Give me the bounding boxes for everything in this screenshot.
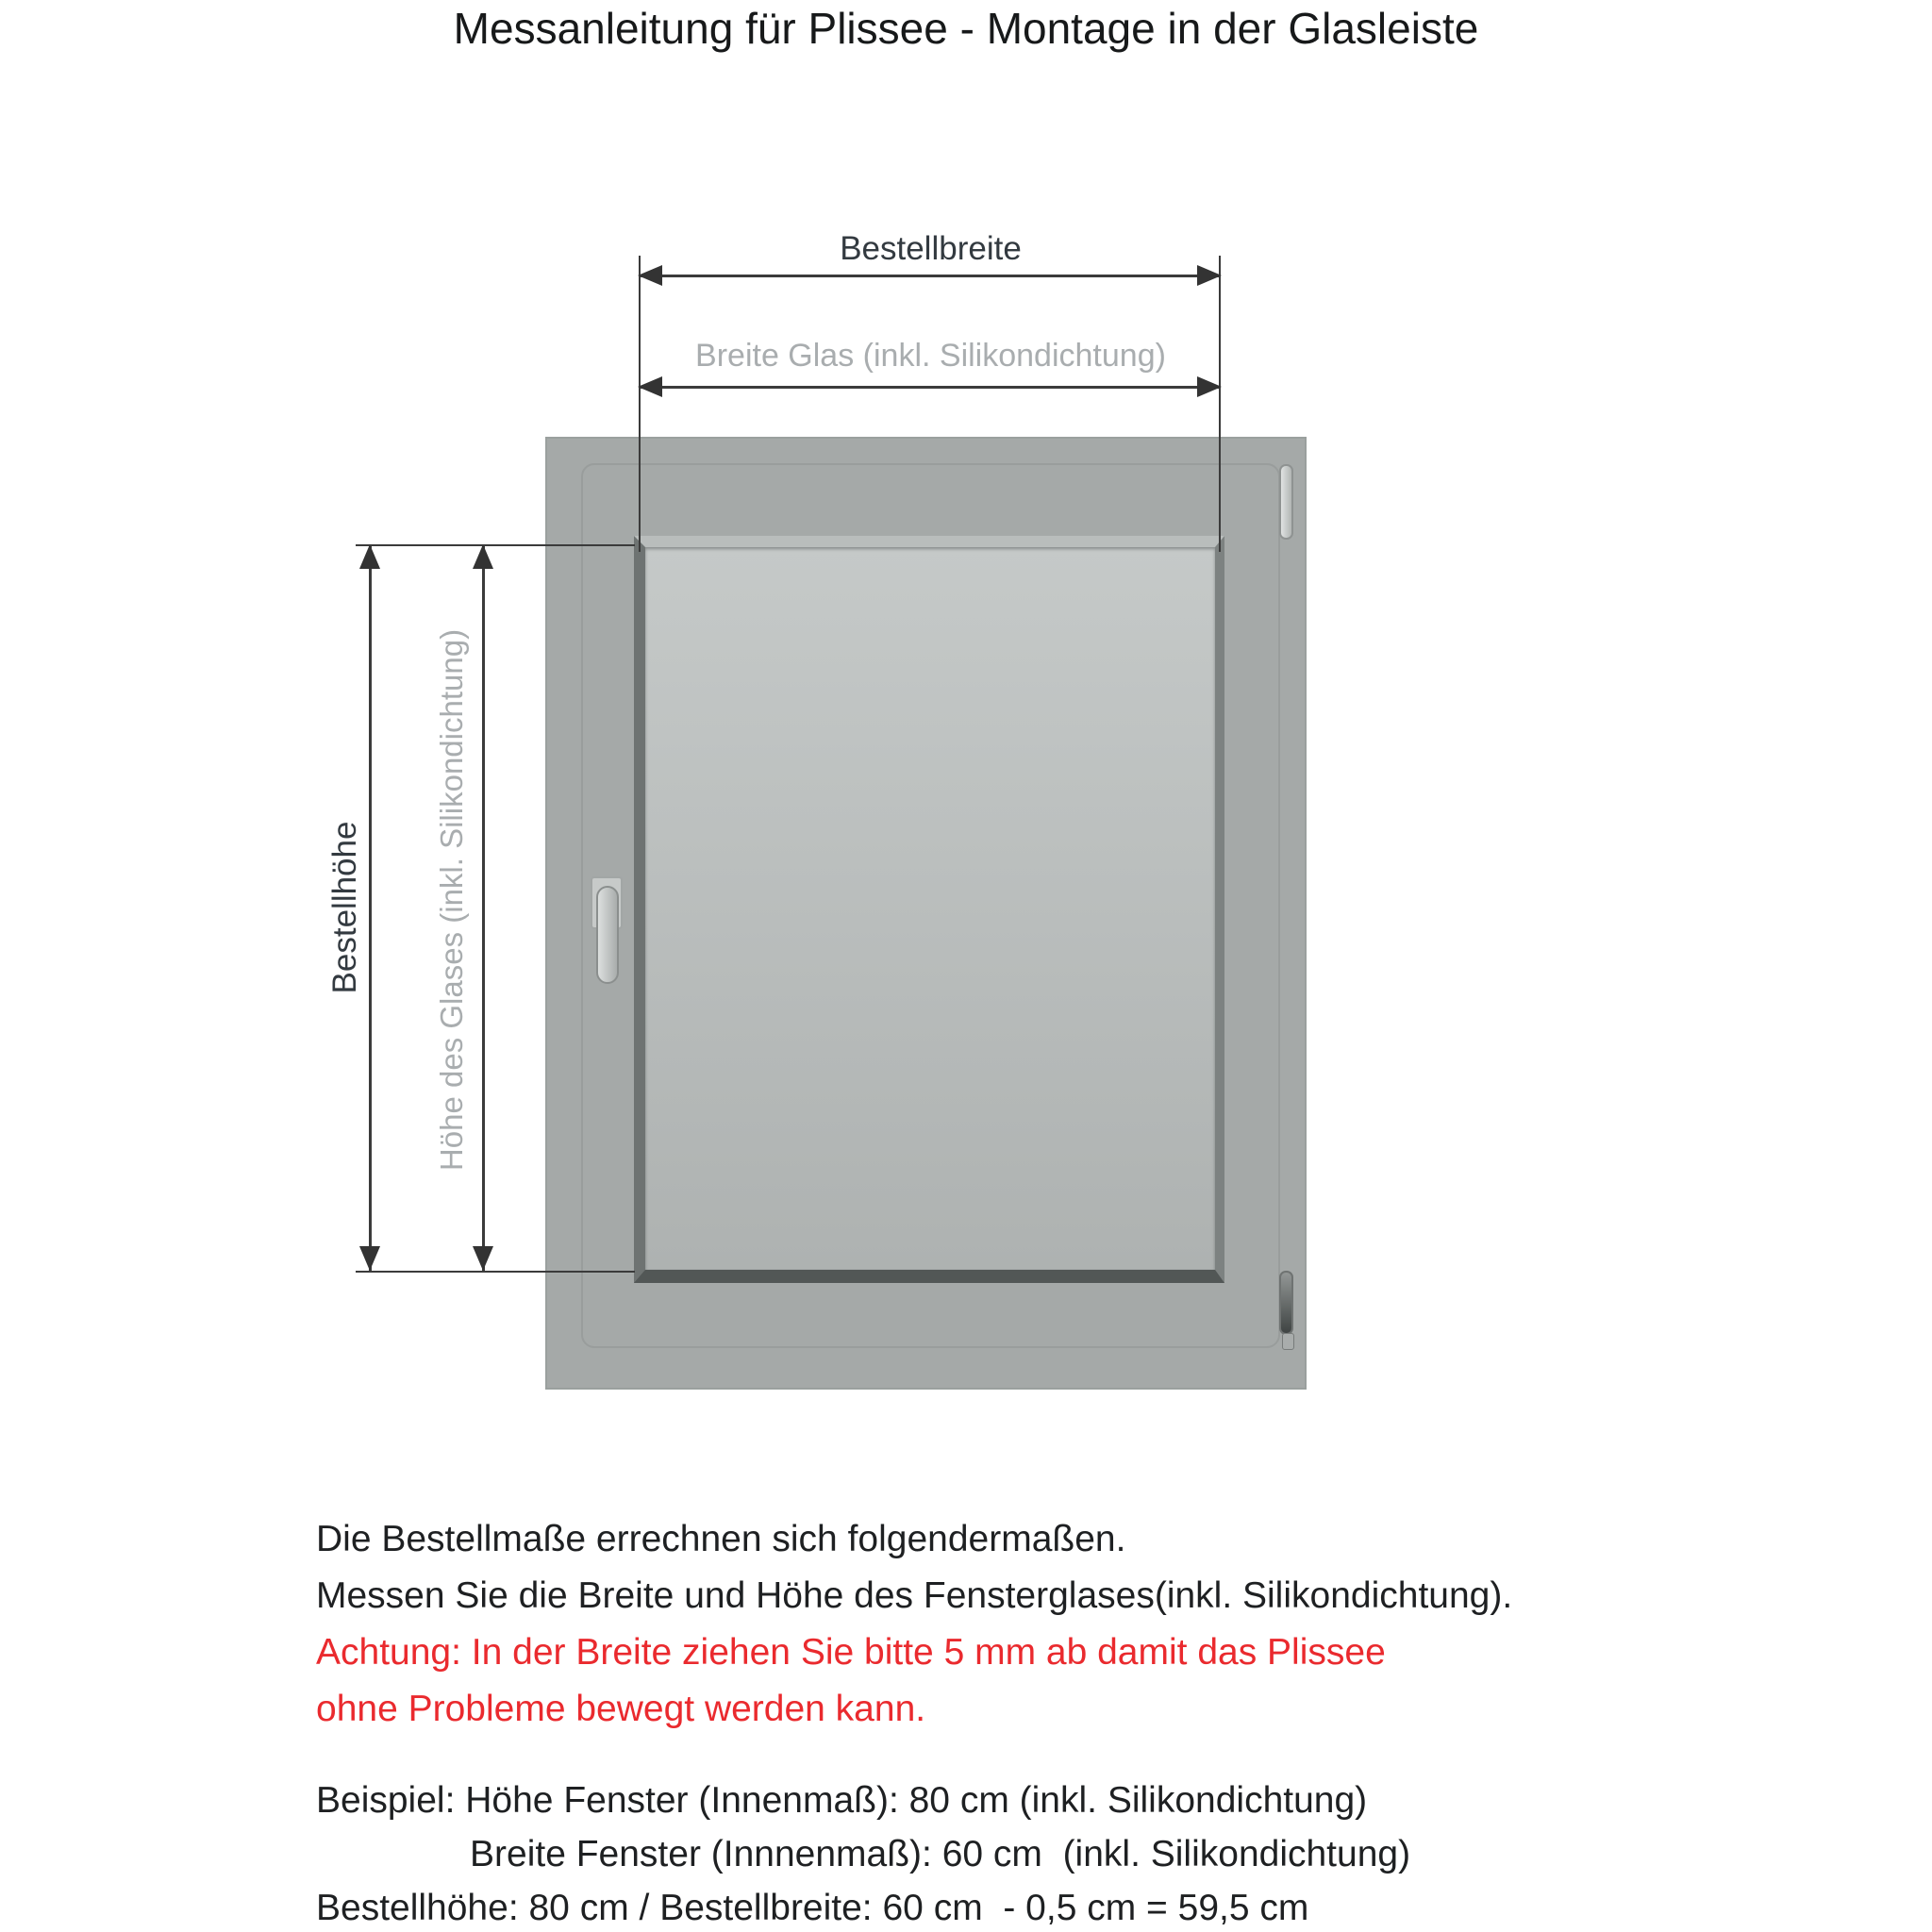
top-tick-line — [356, 544, 635, 546]
arrow-up-icon — [359, 544, 380, 569]
intro-line-2: Messen Sie die Breite und Höhe des Fensterglases(inkl. Silikondichtung). — [316, 1575, 1513, 1616]
order-width-arrow-line — [640, 275, 1220, 277]
warning-line-2: ohne Probleme bewegt werden kann. — [316, 1689, 926, 1729]
example-block — [316, 1774, 1512, 1932]
glass-height-label: Höhe des Glases (inkl. Silikondichtung) — [434, 628, 469, 1172]
arrow-down-icon — [473, 1246, 493, 1271]
window-handle — [596, 886, 619, 984]
order-height-arrow-line — [369, 545, 372, 1272]
arrow-left-icon — [638, 265, 662, 286]
page-title: Messanleitung für Plissee - Montage in der Glasleiste — [453, 4, 1479, 53]
instructions-text-block — [316, 1511, 1512, 1932]
order-height-label: Bestellhöhe — [326, 821, 363, 994]
arrow-down-icon — [359, 1246, 380, 1271]
top-hinge — [1279, 464, 1293, 540]
arrow-up-icon — [473, 544, 493, 569]
bottom-hinge-knob — [1282, 1333, 1294, 1350]
bottom-hinge — [1279, 1271, 1293, 1335]
window-frame — [545, 437, 1307, 1390]
right-extension-line — [1219, 256, 1221, 552]
window-glass-pane — [634, 536, 1224, 1283]
intro-line-1: Die Bestellmaße errechnen sich folgendermaßen. — [316, 1519, 1126, 1559]
arrow-left-icon — [638, 376, 662, 397]
arrow-right-icon — [1197, 376, 1222, 397]
glass-width-arrow-line — [640, 386, 1220, 389]
glass-width-label: Breite Glas (inkl. Silikondichtung) — [695, 338, 1166, 374]
order-width-label: Bestellbreite — [840, 230, 1022, 267]
arrow-right-icon — [1197, 265, 1222, 286]
example-line-1: Beispiel: Höhe Fenster (Innenmaß): 80 cm (inkl. Silikondichtung) — [316, 1780, 1368, 1821]
left-extension-line — [639, 256, 641, 552]
warning-line-1: Achtung: In der Breite ziehen Sie bitte 5 mm ab damit das Plissee — [316, 1632, 1386, 1673]
example-line-3: Bestellhöhe: 80 cm / Bestellbreite: 60 cm - 0,5 cm = 59,5 cm — [316, 1888, 1309, 1928]
glass-height-arrow-line — [482, 545, 485, 1272]
bottom-tick-line — [356, 1271, 635, 1273]
example-line-2: Breite Fenster (Innnenmaß): 60 cm (inkl. Silikondichtung) — [470, 1834, 1411, 1874]
